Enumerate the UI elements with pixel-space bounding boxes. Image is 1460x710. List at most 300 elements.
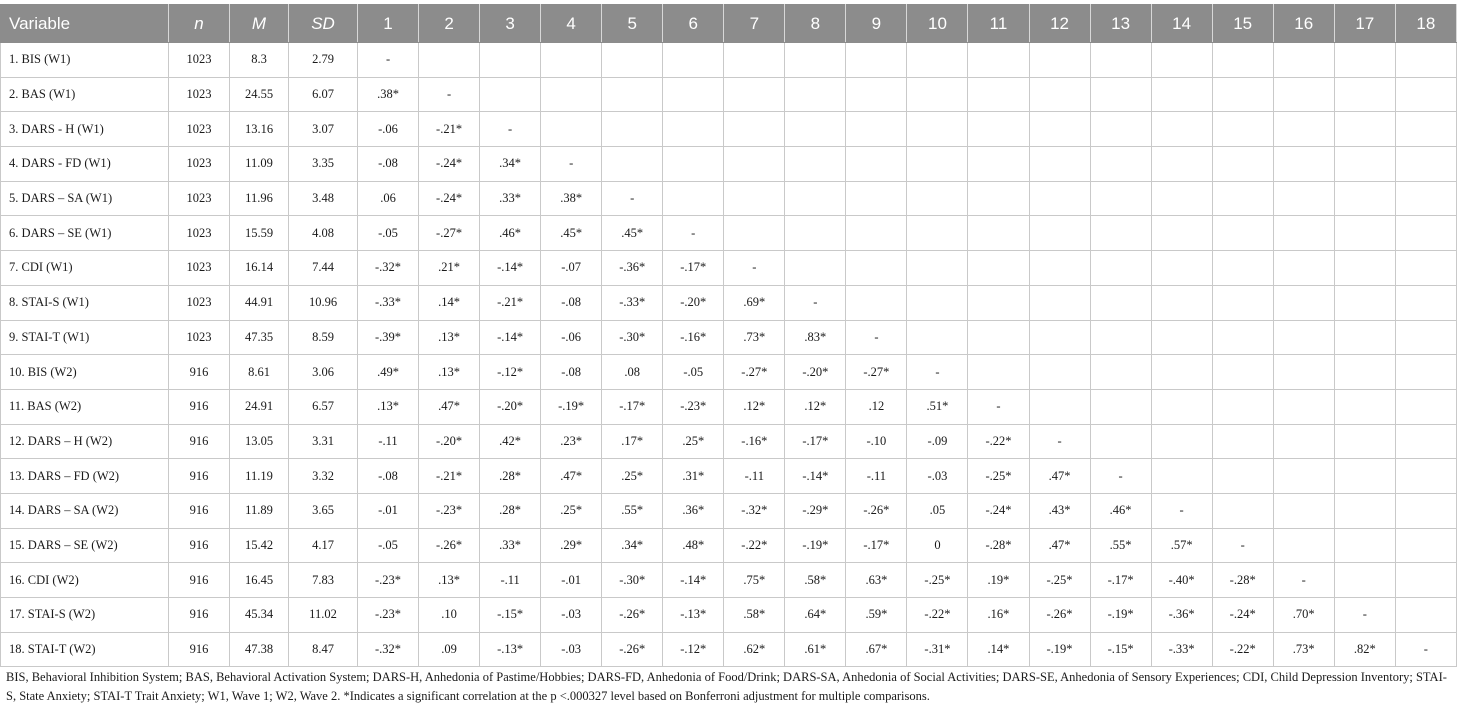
- correlation-cell: [541, 43, 602, 78]
- correlation-cell: [1395, 424, 1456, 459]
- header-col-15: 15: [1212, 5, 1273, 43]
- correlation-cell: [1212, 459, 1273, 494]
- header-col-4: 4: [541, 5, 602, 43]
- correlation-cell: .46*: [480, 216, 541, 251]
- correlation-cell: [1395, 251, 1456, 286]
- correlation-cell: .28*: [480, 459, 541, 494]
- correlation-cell: .47*: [419, 389, 480, 424]
- correlation-cell: [1090, 216, 1151, 251]
- correlation-cell: -.22*: [968, 424, 1029, 459]
- correlation-cell: -.23*: [358, 563, 419, 598]
- stat-cell: 1023: [169, 181, 230, 216]
- correlation-cell: .13*: [419, 355, 480, 390]
- correlation-cell: [1090, 43, 1151, 78]
- correlation-cell: [846, 216, 907, 251]
- correlation-cell: [1090, 320, 1151, 355]
- correlation-cell: -: [1395, 632, 1456, 667]
- stat-cell: 916: [169, 563, 230, 598]
- correlation-cell: -.20*: [419, 424, 480, 459]
- correlation-cell: -.16*: [663, 320, 724, 355]
- correlation-cell: [1029, 112, 1090, 147]
- correlation-cell: -: [724, 251, 785, 286]
- correlation-cell: [1273, 493, 1334, 528]
- correlation-cell: .38*: [358, 77, 419, 112]
- stat-cell: 1023: [169, 320, 230, 355]
- stat-cell: 8.59: [289, 320, 358, 355]
- correlation-cell: [1212, 493, 1273, 528]
- correlation-cell: [968, 77, 1029, 112]
- correlation-cell: [846, 112, 907, 147]
- correlation-cell: [663, 112, 724, 147]
- correlation-cell: [663, 43, 724, 78]
- table-row: [1, 563, 1457, 598]
- correlation-cell: -.23*: [419, 493, 480, 528]
- table-row: [1, 251, 1457, 286]
- correlation-cell: [1395, 216, 1456, 251]
- correlation-cell: [785, 77, 846, 112]
- stat-cell: 1023: [169, 285, 230, 320]
- table-row: [1, 112, 1457, 147]
- stat-cell: 11.09: [230, 147, 289, 182]
- correlation-cell: [1029, 285, 1090, 320]
- correlation-cell: -.05: [358, 528, 419, 563]
- correlation-cell: -.11: [480, 563, 541, 598]
- correlation-cell: [1334, 563, 1395, 598]
- correlation-cell: .23*: [541, 424, 602, 459]
- stat-cell: 24.55: [230, 77, 289, 112]
- correlation-cell: [1151, 320, 1212, 355]
- stat-cell: 13.16: [230, 112, 289, 147]
- correlation-cell: -.20*: [785, 355, 846, 390]
- correlation-cell: -.25*: [1029, 563, 1090, 598]
- correlation-cell: .47*: [1029, 528, 1090, 563]
- correlation-cell: [968, 181, 1029, 216]
- correlation-cell: [1395, 598, 1456, 633]
- table-row: [1, 459, 1457, 494]
- correlation-cell: [968, 285, 1029, 320]
- correlation-cell: [1151, 459, 1212, 494]
- table-footnote: BIS, Behavioral Inhibition System; BAS, Behavioral Activation System; DARS-H, Anhedonia of Pastime/Hobbies; DARS-FD, Anhedonia of Food/Drink; DARS-SA, Anhedonia of Social Activities; DARS-SE, Anhedonia of Sensory Experiences; CDI, Child Depression Inventory; STAI-S, State Anxiety; STAI-T Trait Anxiety; W1, Wave 1; W2, Wave 2. *Indicates a significant correlation at the p <.000327 level based on Bonferroni adjustment for multiple comparisons.: [6, 670, 1447, 703]
- correlation-cell: [1212, 77, 1273, 112]
- correlation-cell: -.26*: [602, 598, 663, 633]
- correlation-cell: -.11: [724, 459, 785, 494]
- correlation-cell: -.07: [541, 251, 602, 286]
- correlation-cell: [968, 147, 1029, 182]
- correlation-cell: [968, 320, 1029, 355]
- stat-cell: 1023: [169, 112, 230, 147]
- variable-name-cell: 1. BIS (W1): [1, 43, 169, 78]
- variable-name-cell: 15. DARS – SE (W2): [1, 528, 169, 563]
- correlation-cell: [1029, 355, 1090, 390]
- stat-cell: 15.42: [230, 528, 289, 563]
- table-row: [1, 424, 1457, 459]
- correlation-cell: [846, 181, 907, 216]
- correlation-cell: -: [1334, 598, 1395, 633]
- header-col-9: 9: [846, 5, 907, 43]
- variable-name-cell: 3. DARS - H (W1): [1, 112, 169, 147]
- correlation-cell: [1151, 216, 1212, 251]
- correlation-cell: [1334, 285, 1395, 320]
- variable-name-cell: 18. STAI-T (W2): [1, 632, 169, 667]
- correlation-cell: -.22*: [1212, 632, 1273, 667]
- correlation-cell: [1395, 563, 1456, 598]
- correlation-cell: [1273, 389, 1334, 424]
- correlation-cell: [968, 355, 1029, 390]
- stat-cell: 4.08: [289, 216, 358, 251]
- correlation-cell: .28*: [480, 493, 541, 528]
- correlation-cell: -.19*: [541, 389, 602, 424]
- table-row: [1, 285, 1457, 320]
- correlation-cell: -: [907, 355, 968, 390]
- correlation-cell: [480, 77, 541, 112]
- table-row: [1, 77, 1457, 112]
- correlation-cell: [785, 216, 846, 251]
- stat-cell: 916: [169, 493, 230, 528]
- correlation-cell: .09: [419, 632, 480, 667]
- correlation-cell: [1334, 147, 1395, 182]
- stat-cell: 916: [169, 355, 230, 390]
- correlation-cell: -.32*: [358, 632, 419, 667]
- correlation-cell: [724, 77, 785, 112]
- correlation-cell: [1395, 528, 1456, 563]
- correlation-cell: -: [846, 320, 907, 355]
- correlation-cell: -.06: [358, 112, 419, 147]
- stat-cell: 6.57: [289, 389, 358, 424]
- correlation-cell: -.22*: [907, 598, 968, 633]
- correlation-cell: [1151, 285, 1212, 320]
- correlation-cell: [1273, 112, 1334, 147]
- correlation-cell: -.21*: [419, 459, 480, 494]
- correlation-table: [0, 4, 1457, 667]
- correlation-cell: [968, 112, 1029, 147]
- table-row: [1, 389, 1457, 424]
- correlation-cell: .34*: [480, 147, 541, 182]
- correlation-cell: .13*: [419, 563, 480, 598]
- correlation-cell: [846, 43, 907, 78]
- correlation-cell: -.28*: [968, 528, 1029, 563]
- correlation-cell: -: [1090, 459, 1151, 494]
- correlation-cell: -.03: [907, 459, 968, 494]
- correlation-cell: .63*: [846, 563, 907, 598]
- header-col-18: 18: [1395, 5, 1456, 43]
- stat-cell: 1023: [169, 251, 230, 286]
- correlation-cell: [1029, 389, 1090, 424]
- header-row: [1, 5, 1457, 43]
- correlation-cell: -.05: [663, 355, 724, 390]
- header-col-12: 12: [1029, 5, 1090, 43]
- correlation-cell: -.08: [358, 459, 419, 494]
- correlation-cell: .34*: [602, 528, 663, 563]
- correlation-cell: -.30*: [602, 563, 663, 598]
- correlation-cell: -.12*: [480, 355, 541, 390]
- correlation-cell: -.31*: [907, 632, 968, 667]
- header-sd: SD: [289, 5, 358, 43]
- correlation-cell: [724, 181, 785, 216]
- correlation-cell: [663, 77, 724, 112]
- correlation-cell: [968, 251, 1029, 286]
- table-row: [1, 493, 1457, 528]
- correlation-cell: -.03: [541, 598, 602, 633]
- correlation-cell: [1151, 77, 1212, 112]
- stat-cell: 11.89: [230, 493, 289, 528]
- correlation-cell: -.23*: [358, 598, 419, 633]
- correlation-cell: .58*: [785, 563, 846, 598]
- correlation-cell: .45*: [541, 216, 602, 251]
- correlation-cell: [785, 112, 846, 147]
- correlation-cell: [602, 112, 663, 147]
- correlation-cell: [1273, 528, 1334, 563]
- header-col-7: 7: [724, 5, 785, 43]
- correlation-cell: -.36*: [602, 251, 663, 286]
- correlation-cell: [968, 216, 1029, 251]
- correlation-cell: .05: [907, 493, 968, 528]
- stat-cell: 16.45: [230, 563, 289, 598]
- correlation-cell: [1090, 77, 1151, 112]
- correlation-cell: -.22*: [724, 528, 785, 563]
- correlation-cell: .33*: [480, 181, 541, 216]
- correlation-cell: .64*: [785, 598, 846, 633]
- correlation-cell: -.20*: [480, 389, 541, 424]
- correlation-cell: -.14*: [785, 459, 846, 494]
- correlation-cell: -: [602, 181, 663, 216]
- correlation-cell: -.33*: [602, 285, 663, 320]
- variable-name-cell: 6. DARS – SE (W1): [1, 216, 169, 251]
- header-variable: Variable: [1, 5, 169, 43]
- correlation-cell: -.26*: [1029, 598, 1090, 633]
- header-col-16: 16: [1273, 5, 1334, 43]
- stat-cell: 1023: [169, 216, 230, 251]
- correlation-cell: [1334, 493, 1395, 528]
- correlation-cell: -.24*: [968, 493, 1029, 528]
- stat-cell: 11.19: [230, 459, 289, 494]
- correlation-cell: -.12*: [663, 632, 724, 667]
- correlation-cell: [846, 147, 907, 182]
- correlation-cell: .08: [602, 355, 663, 390]
- variable-name-cell: 17. STAI-S (W2): [1, 598, 169, 633]
- stat-cell: 916: [169, 389, 230, 424]
- table-row: [1, 355, 1457, 390]
- correlation-cell: [1151, 43, 1212, 78]
- stat-cell: 916: [169, 424, 230, 459]
- correlation-cell: .38*: [541, 181, 602, 216]
- correlation-cell: [1151, 181, 1212, 216]
- correlation-cell: .49*: [358, 355, 419, 390]
- stat-cell: 1023: [169, 147, 230, 182]
- correlation-cell: .14*: [968, 632, 1029, 667]
- correlation-cell: [1212, 320, 1273, 355]
- correlation-cell: .55*: [602, 493, 663, 528]
- correlation-cell: [1151, 389, 1212, 424]
- correlation-cell: .48*: [663, 528, 724, 563]
- table-body: [1, 43, 1457, 667]
- correlation-cell: [1334, 112, 1395, 147]
- correlation-cell: [1334, 181, 1395, 216]
- correlation-cell: -.08: [541, 285, 602, 320]
- correlation-cell: [1395, 112, 1456, 147]
- header-col-10: 10: [907, 5, 968, 43]
- correlation-cell: -.06: [541, 320, 602, 355]
- correlation-cell: [1273, 320, 1334, 355]
- table-row: [1, 528, 1457, 563]
- variable-name-cell: 13. DARS – FD (W2): [1, 459, 169, 494]
- correlation-cell: [1029, 320, 1090, 355]
- stat-cell: 47.38: [230, 632, 289, 667]
- variable-name-cell: 5. DARS – SA (W1): [1, 181, 169, 216]
- correlation-cell: [419, 43, 480, 78]
- stat-cell: 916: [169, 598, 230, 633]
- correlation-cell: [1273, 251, 1334, 286]
- correlation-cell: [1273, 147, 1334, 182]
- correlation-cell: [602, 43, 663, 78]
- stat-cell: 3.35: [289, 147, 358, 182]
- stat-cell: 6.07: [289, 77, 358, 112]
- correlation-cell: -.19*: [785, 528, 846, 563]
- correlation-cell: [541, 112, 602, 147]
- correlation-cell: -.24*: [419, 147, 480, 182]
- correlation-cell: [1090, 147, 1151, 182]
- correlation-cell: .25*: [541, 493, 602, 528]
- stat-cell: 8.3: [230, 43, 289, 78]
- correlation-cell: [1029, 43, 1090, 78]
- correlation-cell: -.17*: [1090, 563, 1151, 598]
- correlation-cell: .12*: [785, 389, 846, 424]
- correlation-cell: [724, 147, 785, 182]
- correlation-cell: -: [541, 147, 602, 182]
- correlation-cell: -.26*: [602, 632, 663, 667]
- variable-name-cell: 4. DARS - FD (W1): [1, 147, 169, 182]
- correlation-cell: .61*: [785, 632, 846, 667]
- correlation-cell: [1334, 251, 1395, 286]
- correlation-cell: -.39*: [358, 320, 419, 355]
- correlation-cell: -.08: [358, 147, 419, 182]
- correlation-cell: [1273, 285, 1334, 320]
- variable-name-cell: 10. BIS (W2): [1, 355, 169, 390]
- stat-cell: 11.02: [289, 598, 358, 633]
- correlation-cell: [907, 216, 968, 251]
- stat-cell: 10.96: [289, 285, 358, 320]
- header-n: n: [169, 5, 230, 43]
- header-col-5: 5: [602, 5, 663, 43]
- correlation-cell: .69*: [724, 285, 785, 320]
- correlation-cell: [907, 285, 968, 320]
- stat-cell: 7.83: [289, 563, 358, 598]
- correlation-cell: [1090, 285, 1151, 320]
- correlation-cell: [541, 77, 602, 112]
- correlation-cell: -.15*: [480, 598, 541, 633]
- header-mean: M: [230, 5, 289, 43]
- correlation-cell: [1395, 181, 1456, 216]
- correlation-cell: .06: [358, 181, 419, 216]
- correlation-cell: -.17*: [846, 528, 907, 563]
- correlation-cell: .36*: [663, 493, 724, 528]
- correlation-cell: .17*: [602, 424, 663, 459]
- correlation-cell: [1029, 77, 1090, 112]
- correlation-cell: [1212, 112, 1273, 147]
- correlation-cell: [1090, 389, 1151, 424]
- header-col-11: 11: [968, 5, 1029, 43]
- variable-name-cell: 12. DARS – H (W2): [1, 424, 169, 459]
- header-col-3: 3: [480, 5, 541, 43]
- correlation-cell: -.32*: [724, 493, 785, 528]
- correlation-cell: .73*: [1273, 632, 1334, 667]
- stat-cell: 916: [169, 632, 230, 667]
- correlation-cell: [1212, 424, 1273, 459]
- correlation-cell: [1151, 424, 1212, 459]
- correlation-cell: .10: [419, 598, 480, 633]
- correlation-cell: [1395, 285, 1456, 320]
- correlation-cell: [480, 43, 541, 78]
- variable-name-cell: 16. CDI (W2): [1, 563, 169, 598]
- correlation-cell: [1273, 43, 1334, 78]
- stat-cell: 44.91: [230, 285, 289, 320]
- correlation-cell: -.27*: [419, 216, 480, 251]
- correlation-cell: [785, 43, 846, 78]
- correlation-cell: [1090, 112, 1151, 147]
- table-row: [1, 43, 1457, 78]
- header-col-13: 13: [1090, 5, 1151, 43]
- correlation-cell: [907, 320, 968, 355]
- header-col-6: 6: [663, 5, 724, 43]
- correlation-cell: [1151, 251, 1212, 286]
- correlation-cell: [907, 147, 968, 182]
- correlation-cell: [1334, 43, 1395, 78]
- correlation-cell: [785, 251, 846, 286]
- correlation-cell: [1090, 424, 1151, 459]
- correlation-cell: .14*: [419, 285, 480, 320]
- correlation-cell: .47*: [1029, 459, 1090, 494]
- correlation-cell: -.23*: [663, 389, 724, 424]
- correlation-cell: .25*: [602, 459, 663, 494]
- correlation-cell: [1151, 112, 1212, 147]
- correlation-cell: .12*: [724, 389, 785, 424]
- stat-cell: 11.96: [230, 181, 289, 216]
- stat-cell: 3.32: [289, 459, 358, 494]
- table-row: [1, 147, 1457, 182]
- correlation-cell: [1029, 216, 1090, 251]
- stat-cell: 916: [169, 459, 230, 494]
- correlation-cell: [1395, 459, 1456, 494]
- correlation-cell: .13*: [419, 320, 480, 355]
- correlation-cell: [785, 181, 846, 216]
- correlation-cell: [663, 181, 724, 216]
- correlation-cell: [1334, 528, 1395, 563]
- stat-cell: 4.17: [289, 528, 358, 563]
- variable-name-cell: 2. BAS (W1): [1, 77, 169, 112]
- correlation-cell: [1212, 147, 1273, 182]
- correlation-cell: [1395, 355, 1456, 390]
- correlation-cell: -.13*: [480, 632, 541, 667]
- stat-cell: 13.05: [230, 424, 289, 459]
- correlation-cell: .13*: [358, 389, 419, 424]
- correlation-cell: -.03: [541, 632, 602, 667]
- stat-cell: 3.06: [289, 355, 358, 390]
- correlation-cell: [1090, 251, 1151, 286]
- correlation-cell: .25*: [663, 424, 724, 459]
- correlation-cell: -.09: [907, 424, 968, 459]
- header-col-1: 1: [358, 5, 419, 43]
- stat-cell: 3.65: [289, 493, 358, 528]
- correlation-cell: -.13*: [663, 598, 724, 633]
- stat-cell: 1023: [169, 77, 230, 112]
- correlation-cell: [1334, 320, 1395, 355]
- correlation-cell: .67*: [846, 632, 907, 667]
- header-col-14: 14: [1151, 5, 1212, 43]
- correlation-cell: [907, 43, 968, 78]
- table-row: [1, 632, 1457, 667]
- correlation-cell: [846, 77, 907, 112]
- correlation-cell: -.10: [846, 424, 907, 459]
- correlation-cell: [1151, 355, 1212, 390]
